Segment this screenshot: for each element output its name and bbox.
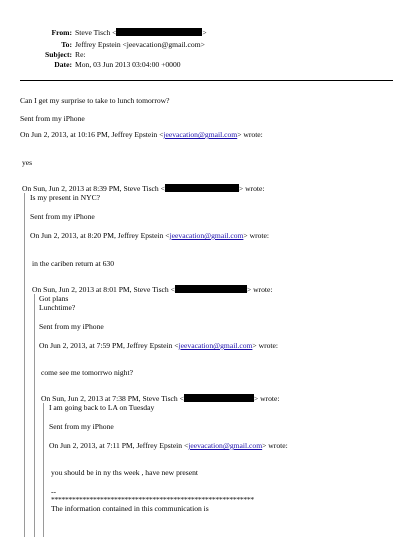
header-divider: [20, 80, 393, 81]
message-signature: Sent from my iPhone: [49, 422, 114, 431]
attribution-text: On Sun, Jun 2, 2013 at 8:01 PM, Steve Tisch <: [32, 285, 175, 294]
redaction-bar: [175, 285, 247, 293]
attribution-suffix: > wrote:: [262, 441, 288, 450]
header-to: [20, 40, 205, 49]
signature-dashes: --: [51, 487, 57, 496]
message-body: Lunchtime?: [39, 303, 76, 312]
quote-attribution: [22, 184, 264, 193]
subject-value: Re:: [75, 50, 86, 59]
header-from: [20, 28, 207, 37]
date-value: Mon, 03 Jun 2013 03:04:00 +0000: [75, 60, 181, 69]
message-body: in the cariben return at 630: [32, 259, 115, 268]
email-link[interactable]: jeevacation@gmail.com: [169, 231, 244, 240]
message-body: yes: [22, 158, 33, 167]
from-label: From:: [51, 28, 72, 37]
quote-bar: [34, 294, 35, 537]
email-link[interactable]: jeevacation@gmail.com: [178, 341, 253, 350]
from-value: Steve Tisch <: [75, 28, 117, 37]
attribution-text: On Jun 2, 2013, at 7:11 PM, Jeffrey Epstein <: [49, 441, 189, 450]
quote-attribution: [20, 130, 263, 139]
message-body: Can I get my surprise to take to lunch tomorrow?: [20, 96, 170, 105]
message-signature: Sent from my iPhone: [30, 212, 95, 221]
header-subject: [20, 50, 86, 59]
attribution-text: On Sun, Jun 2, 2013 at 8:39 PM, Steve Tisch <: [22, 184, 165, 193]
message-signature: Sent from my iPhone: [20, 114, 85, 123]
attribution-suffix: > wrote:: [238, 184, 265, 193]
message-body: Is my present in NYC?: [30, 193, 101, 202]
message-body: you should be in ny ths week , have new present: [51, 468, 198, 477]
quote-bar: [24, 193, 25, 537]
attribution-suffix: > wrote:: [252, 341, 278, 350]
subject-label: Subject:: [45, 50, 72, 59]
header-date: [20, 60, 181, 69]
attribution-suffix: > wrote:: [253, 394, 280, 403]
signature-stars: **********************************************************: [51, 495, 254, 504]
email-link[interactable]: jeevacation@gmail.com: [163, 130, 238, 139]
message-body: Got plans: [39, 294, 69, 303]
message-body: I am going back to LA on Tuesday: [49, 403, 155, 412]
to-label: To:: [61, 40, 72, 49]
redaction-bar: [165, 184, 239, 192]
email-link[interactable]: jeevacation@gmail.com: [188, 441, 263, 450]
confidentiality-notice: The information contained in this communication is: [51, 504, 209, 513]
attribution-suffix: > wrote:: [237, 130, 263, 139]
quote-attribution: [30, 231, 269, 240]
to-value: Jeffrey Epstein <jeevacation@gmail.com>: [75, 40, 205, 49]
attribution-text: On Sun, Jun 2, 2013 at 7:38 PM, Steve Tisch <: [41, 394, 184, 403]
quote-attribution: [39, 341, 278, 350]
quote-bar: [43, 403, 44, 537]
quote-attribution: [32, 285, 272, 294]
attribution-text: On Jun 2, 2013, at 10:16 PM, Jeffrey Epstein <: [20, 130, 164, 139]
quote-attribution: [49, 441, 288, 450]
date-label: Date:: [54, 60, 72, 69]
redaction-bar: [116, 28, 202, 36]
attribution-suffix: > wrote:: [246, 285, 273, 294]
redaction-bar: [184, 394, 254, 402]
from-close: >: [202, 28, 207, 37]
quote-attribution: [41, 394, 279, 403]
attribution-text: On Jun 2, 2013, at 7:59 PM, Jeffrey Epstein <: [39, 341, 179, 350]
attribution-suffix: > wrote:: [243, 231, 269, 240]
attribution-text: On Jun 2, 2013, at 8:20 PM, Jeffrey Epstein <: [30, 231, 170, 240]
message-body: come see me tomorrwo night?: [41, 368, 133, 377]
message-signature: Sent from my iPhone: [39, 322, 104, 331]
